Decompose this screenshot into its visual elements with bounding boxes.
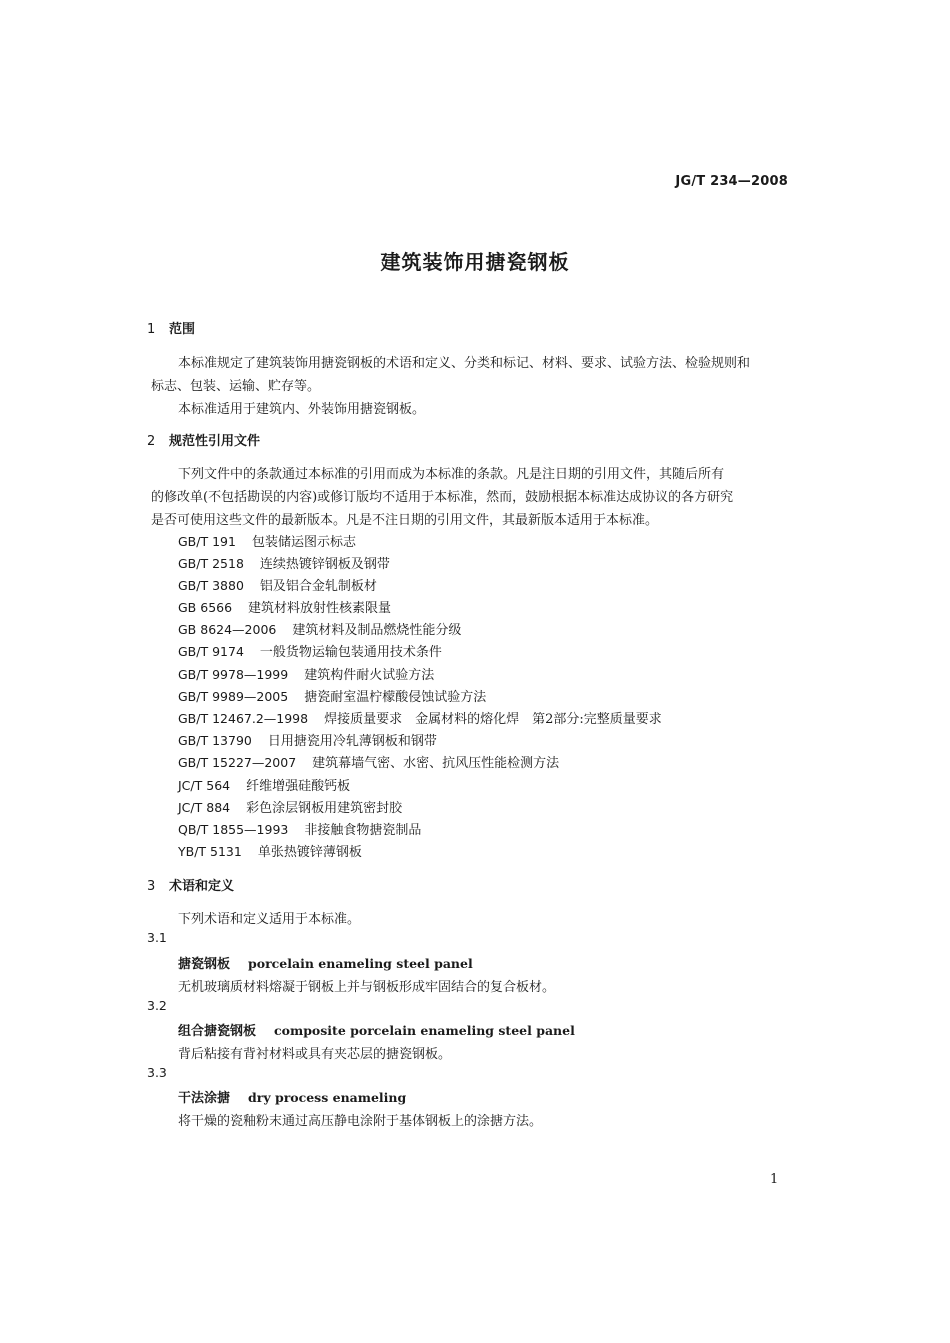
reference-item <box>178 686 486 705</box>
reference-code: GB/T 3880 <box>178 578 244 593</box>
clause-number: 3.1 <box>147 930 167 945</box>
term-zh: 干法涂搪 <box>178 1091 231 1106</box>
section-title: 范围 <box>169 322 196 337</box>
reference-title: 铝及铝合金轧制板材 <box>259 579 377 594</box>
term-en: porcelain enameling steel panel <box>248 956 473 971</box>
reference-title: 建筑幕墙气密、水密、抗风压性能检测方法 <box>312 756 560 771</box>
document-title: 建筑装饰用搪瓷钢板 <box>380 250 570 274</box>
term-heading <box>178 953 473 972</box>
reference-code: YB/T 5131 <box>178 844 242 859</box>
reference-code: GB/T 9174 <box>178 644 244 659</box>
paragraph-line: 下列文件中的条款通过本标准的引用而成为本标准的条款。凡是注日期的引用文件，其随后所有 <box>178 467 725 482</box>
reference-title: 建筑材料放射性核素限量 <box>248 601 392 616</box>
reference-item <box>178 797 402 816</box>
paragraph: 本标准适用于建筑内、外装饰用搪瓷钢板。 <box>178 402 426 417</box>
reference-item <box>178 641 442 660</box>
term-definition: 背后粘接有背衬材料或具有夹芯层的搪瓷钢板。 <box>178 1047 452 1062</box>
reference-title: 包装储运图示标志 <box>251 535 356 550</box>
paragraph-line: 标志、包装、运输、贮存等。 <box>151 379 321 394</box>
reference-item <box>178 531 356 550</box>
paragraph-line: 本标准规定了建筑装饰用搪瓷钢板的术语和定义、分类和标记、材料、要求、试验方法、检验规则和 <box>178 356 751 371</box>
reference-code: JC/T 884 <box>178 800 231 815</box>
reference-title: 非接触食物搪瓷制品 <box>304 823 422 838</box>
reference-code: GB/T 12467.2—1998 <box>178 711 309 726</box>
paragraph-line: 是否可使用这些文件的最新版本。凡是不注日期的引用文件，其最新版本适用于本标准。 <box>151 513 659 528</box>
term-heading <box>178 1087 406 1106</box>
reference-item <box>178 775 350 794</box>
reference-code: GB/T 191 <box>178 534 236 549</box>
reference-code: GB/T 9989—2005 <box>178 689 289 704</box>
reference-item <box>178 752 559 771</box>
section-number: 2 <box>147 434 156 449</box>
section-number: 3 <box>147 879 156 894</box>
reference-item <box>178 619 461 638</box>
reference-title: 彩色涂层钢板用建筑密封胶 <box>246 801 403 816</box>
reference-title: 日用搪瓷用冷轧薄钢板和钢带 <box>267 734 437 749</box>
reference-title: 焊接质量要求 金属材料的熔化焊 第2部分:完整质量要求 <box>324 712 662 727</box>
reference-title: 连续热镀锌钢板及钢带 <box>259 557 390 572</box>
section-number: 1 <box>147 322 156 337</box>
reference-code: GB 6566 <box>178 600 233 615</box>
reference-item <box>178 841 362 860</box>
section-3-heading <box>147 875 234 894</box>
reference-item <box>178 730 437 749</box>
reference-code: GB/T 15227—2007 <box>178 755 297 770</box>
reference-title: 单张热镀锌薄钢板 <box>257 845 362 860</box>
reference-item <box>178 553 390 572</box>
page-number: 1 <box>770 1172 779 1187</box>
reference-item <box>178 597 391 616</box>
reference-title: 一般货物运输包装通用技术条件 <box>259 645 442 660</box>
section-title: 规范性引用文件 <box>169 434 261 449</box>
section-2-heading <box>147 430 260 449</box>
reference-title: 搪瓷耐室温柠檬酸侵蚀试验方法 <box>304 690 487 705</box>
term-en: composite porcelain enameling steel panel <box>274 1023 575 1038</box>
term-definition: 无机玻璃质材料熔凝于钢板上并与钢板形成牢固结合的复合板材。 <box>178 980 556 995</box>
reference-title: 建筑构件耐火试验方法 <box>304 668 435 683</box>
term-definition: 将干燥的瓷釉粉末通过高压静电涂附于基体钢板上的涂搪方法。 <box>178 1114 543 1129</box>
reference-item <box>178 708 662 727</box>
reference-code: JC/T 564 <box>178 778 231 793</box>
standard-code: JG/T 234—2008 <box>675 174 788 189</box>
reference-code: GB/T 9978—1999 <box>178 667 289 682</box>
reference-code: GB/T 2518 <box>178 556 244 571</box>
reference-code: GB/T 13790 <box>178 733 252 748</box>
reference-item <box>178 819 421 838</box>
term-en: dry process enameling <box>248 1090 407 1105</box>
paragraph-line: 的修改单(不包括勘误的内容)或修订版均不适用于本标准，然而，鼓励根据本标准达成协议的各方研究 <box>151 490 734 505</box>
reference-title: 建筑材料及制品燃烧性能分级 <box>292 623 462 638</box>
reference-item <box>178 575 377 594</box>
reference-code: GB 8624—2006 <box>178 622 277 637</box>
term-heading <box>178 1020 575 1039</box>
reference-code: QB/T 1855—1993 <box>178 822 289 837</box>
reference-item <box>178 664 434 683</box>
section-1-heading <box>147 318 195 337</box>
section-title: 术语和定义 <box>169 879 235 894</box>
term-zh: 搪瓷钢板 <box>178 957 231 972</box>
term-zh: 组合搪瓷钢板 <box>178 1024 257 1039</box>
clause-number: 3.2 <box>147 998 167 1013</box>
paragraph: 下列术语和定义适用于本标准。 <box>178 912 361 927</box>
clause-number: 3.3 <box>147 1065 167 1080</box>
reference-title: 纤维增强硅酸钙板 <box>246 779 351 794</box>
